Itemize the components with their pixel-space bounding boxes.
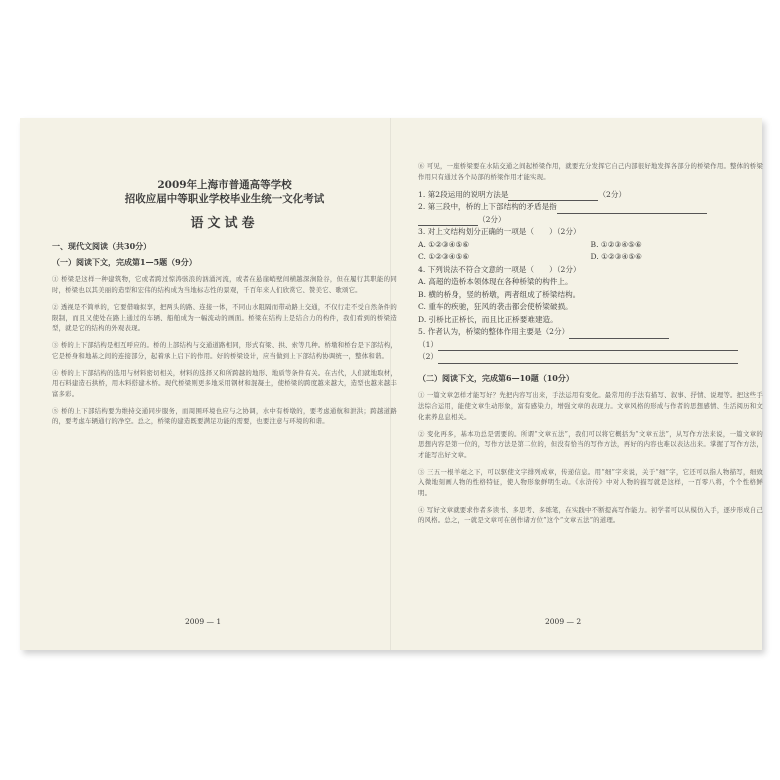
- exam-subject-title: 语文试卷: [190, 216, 259, 231]
- answer-blank[interactable]: [557, 204, 707, 214]
- reading-paragraph: ④ 写好文章就要求作者多读书、多思考、多练笔，在实践中不断提高写作能力。初学者可以从模仿入手，逐步形成自己的风格。总之，一就是文章可在创作诸方位”这个“文章五法”的道理。: [418, 505, 763, 525]
- subsection-one-heading: （一）阅读下文，完成第1—5题（9分）: [52, 257, 197, 267]
- page-number-left: 2009 — 1: [185, 617, 222, 626]
- question-3: 3. 对上文结构划分正确的一项是（ ）（2分）: [418, 227, 581, 237]
- question-5-line2: （2）: [418, 351, 763, 364]
- option-c[interactable]: C. ①②③④⑤⑥: [418, 252, 470, 262]
- reading-paragraph: ④ 桥的上下部结构的选用与材料密切相关，材料的选择又和所跨越的地形、地质等条件有关。在古代，人们就地取材，用石料建造石拱桥，用木料搭建木桥。现代桥梁则更多地采用钢材和混凝土，使桥梁的跨度越来越大，造型也越来越丰富多彩。: [52, 368, 397, 398]
- question-1: 1. 第2段运用的说明方法是 （2分）: [418, 189, 763, 202]
- option-b[interactable]: B. ①②③④⑤⑥: [590, 239, 642, 249]
- right-page: [418, 155, 763, 645]
- answer-blank[interactable]: [418, 216, 478, 226]
- question-3-options-row1: [418, 239, 763, 252]
- exam-title-line2: 招收应届中等职业学校毕业生统一文化考试: [124, 193, 325, 205]
- reading-paragraph: ⑤ 桥的上下部结构要为维持交通同步服务，而周围环境也应与之协调，水中有桥墩的，要考虑通航和泄洪；跨越道路的，要考虑车辆通行的净空。总之，桥梁的建造既要满足功能的需要，也要注意与环境的和谐。: [52, 406, 397, 426]
- section-one-heading: 一、现代文阅读（共30分）: [52, 241, 152, 251]
- page-number-right: 2009 — 2: [545, 617, 582, 626]
- reading-paragraph: ③ 三五一根羊毫之下，可以驱使文字排列成章，传递信息。用“细”字来说，关于“细”字，它还可以指人物描写，细致入微地刻画人物的性格特征，使人物形象鲜明生动。《水浒传》中对人物的描写就是这样，一百零八将，个个性格鲜明。: [418, 467, 763, 497]
- question-4: 4. 下列说法不符合文意的一项是（ ）（2分）: [418, 264, 581, 274]
- question-2-score: （2分）: [418, 214, 763, 227]
- question-5-line1: （1）: [418, 339, 763, 352]
- option-d[interactable]: D. 引桥比正桥长，而且比正桥要难建造。: [418, 314, 558, 324]
- answer-blank[interactable]: [508, 191, 598, 201]
- reading-paragraph: ① 一篇文章怎样才能写好？先把内容写出来，手法运用有变化。最常用的手法有描写、叙事、抒情、说理等。把这些手法综合运用，能使文章生动形象，富有感染力，增强文章的表现力。文章风格的形成与作者的思想感情、生活阅历和文化素养息息相关。: [418, 391, 763, 421]
- left-page: [52, 140, 397, 630]
- option-b[interactable]: B. 横的桥身，竖的桥墩，两者组成了桥梁结构。: [418, 289, 581, 299]
- reading-paragraph: ① 桥梁是这样一种建筑物，它或者跨过惊涛骇浪的汹涌河流，或者在悬崖峭壁间横越深涧险谷，但在履行其职能的同时，桥梁也以其美丽的造型和宏伟的结构成为当地标志性的景观，千百年来人们欣赏它、赞美它、歌颂它。: [52, 275, 397, 294]
- option-c[interactable]: C. 重车的疾驰，狂风的袭击都会使桥梁破损。: [418, 302, 573, 312]
- question-3-options-row2: [418, 251, 763, 264]
- option-d[interactable]: D. ①②③④⑤⑥: [590, 252, 642, 262]
- question-5: 5. 作者认为，桥梁的整体作用主要是（2分）: [418, 326, 763, 339]
- reading-paragraph: ③ 桥的上下部结构是相互呼应的。桥的上部结构与交通道路相同，形式有梁、拱、索等几种。桥墩和桥台是下部结构，它是桥身和地基之间的连接部分，起着承上启下的作用。好的桥梁设计，应当做到上下部结构协调统一，整体和谐。: [52, 341, 397, 360]
- question-2: 2. 第三段中，桥的上下部结构的矛盾是指: [418, 201, 763, 214]
- subsection-two-heading: （二）阅读下文，完成第6—10题（10分）: [418, 372, 574, 383]
- answer-blank[interactable]: [569, 329, 669, 339]
- answer-blank[interactable]: [438, 354, 738, 364]
- reading-paragraph: ② 透视是不简单的，它要借喻拟享，把两头的路、连接一体，不同山水阻隔而带动路上交通，不仅行走不受自然条件的限制，而且又使处在路上通过的车辆、船舶成为一幅流动的画面。桥梁在结构上是结合力的构件，我们看到的桥梁造型，就是它的结构的外观表现。: [52, 302, 397, 333]
- option-a[interactable]: A. 高超的造桥本领体现在各种桥梁的构件上。: [418, 277, 573, 287]
- reading-paragraph: ⑥ 可见，一座桥梁要在水陆交通之间起桥梁作用，就要充分发挥它自己内部很好地发挥各部分的桥梁作用。整体的桥梁作用只有通过各个局部的桥梁作用才能实现。: [418, 162, 763, 181]
- option-a[interactable]: A. ①②③④⑤⑥: [418, 239, 470, 249]
- reading-paragraph: ② 变化再多，基本功总是需要的。所谓“文章五法”，我们可以将它概括为“文章五法”，从写作方法来说，一篇文章的思想内容是第一位的，写作方法是第二位的，但没有恰当的写作方法，再好的内容也难以表达出来。掌握了写作方法，才能写出好文章。: [418, 429, 763, 459]
- exam-title-line1: 2009年上海市普通高等学校: [157, 179, 292, 191]
- answer-blank[interactable]: [438, 341, 738, 351]
